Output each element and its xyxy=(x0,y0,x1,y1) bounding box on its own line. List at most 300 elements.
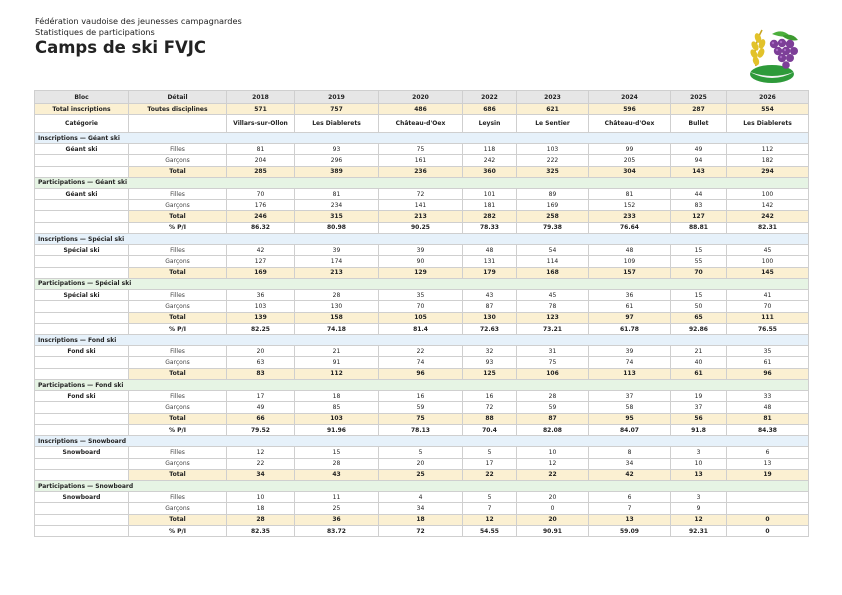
column-header-2025: 2025 xyxy=(671,91,727,104)
value-cell: 37 xyxy=(589,391,671,402)
value-cell: 179 xyxy=(463,267,517,278)
value-cell: 48 xyxy=(727,402,809,413)
discipline-label-empty xyxy=(35,368,129,379)
value-cell: 72 xyxy=(379,526,463,537)
value-cell: 103 xyxy=(517,144,589,155)
value-cell: 89 xyxy=(517,188,589,199)
percentage-row xyxy=(35,424,809,435)
percentage-row xyxy=(35,323,809,334)
percentage-row xyxy=(35,526,809,537)
value-cell: 100 xyxy=(727,188,809,199)
value-cell: 34 xyxy=(227,469,295,480)
section-title: Inscriptions — Fond ski xyxy=(35,335,809,346)
value-cell: 80.98 xyxy=(295,222,379,233)
value-cell: 95 xyxy=(589,413,671,424)
value-cell: 9 xyxy=(671,503,727,514)
discipline-label-empty xyxy=(35,312,129,323)
table-row xyxy=(35,144,809,155)
value-cell: 141 xyxy=(379,200,463,211)
value-cell: 11 xyxy=(295,492,379,503)
value-cell xyxy=(727,503,809,514)
detail-cell: Filles xyxy=(129,289,227,300)
total-row xyxy=(35,211,809,222)
detail-cell: Filles xyxy=(129,245,227,256)
value-cell: 59 xyxy=(379,402,463,413)
table-row xyxy=(35,289,809,300)
value-cell: 72 xyxy=(463,402,517,413)
value-cell: 246 xyxy=(227,211,295,222)
value-cell: 182 xyxy=(727,155,809,166)
value-cell: 389 xyxy=(295,166,379,177)
value-cell: 129 xyxy=(379,267,463,278)
value-cell: 13 xyxy=(589,514,671,525)
table-row xyxy=(35,301,809,312)
discipline-label: Spécial ski xyxy=(35,289,129,300)
detail-cell: Garçons xyxy=(129,301,227,312)
total-row xyxy=(35,267,809,278)
total-row xyxy=(35,413,809,424)
discipline-label-empty xyxy=(35,323,129,334)
detail-cell: Garçons xyxy=(129,458,227,469)
value-cell: 48 xyxy=(589,245,671,256)
value-cell: 35 xyxy=(727,346,809,357)
total-inscriptions-value: 596 xyxy=(589,104,671,115)
value-cell: 43 xyxy=(295,469,379,480)
total-row xyxy=(35,514,809,525)
value-cell: 81 xyxy=(727,413,809,424)
camp-location: Les Diablerets xyxy=(295,115,379,133)
detail-cell: Garçons xyxy=(129,256,227,267)
value-cell: 7 xyxy=(589,503,671,514)
value-cell: 4 xyxy=(379,492,463,503)
value-cell: 76.55 xyxy=(727,323,809,334)
value-cell: 56 xyxy=(671,413,727,424)
value-cell: 49 xyxy=(671,144,727,155)
value-cell: 74 xyxy=(589,357,671,368)
total-inscriptions-value: 757 xyxy=(295,104,379,115)
value-cell: 83.72 xyxy=(295,526,379,537)
detail-cell: Total xyxy=(129,211,227,222)
total-inscriptions-label: Total inscriptions xyxy=(35,104,129,115)
value-cell: 81 xyxy=(589,188,671,199)
total-inscriptions-value: 287 xyxy=(671,104,727,115)
value-cell: 74.18 xyxy=(295,323,379,334)
detail-cell: Garçons xyxy=(129,200,227,211)
value-cell: 112 xyxy=(727,144,809,155)
value-cell: 39 xyxy=(295,245,379,256)
value-cell: 8 xyxy=(589,447,671,458)
value-cell: 0 xyxy=(517,503,589,514)
value-cell: 174 xyxy=(295,256,379,267)
detail-cell: Total xyxy=(129,368,227,379)
discipline-label-empty xyxy=(35,503,129,514)
value-cell: 28 xyxy=(517,391,589,402)
value-cell: 101 xyxy=(463,188,517,199)
camp-location: Château-d'Oex xyxy=(379,115,463,133)
camp-location: Bullet xyxy=(671,115,727,133)
section-title: Inscriptions — Géant ski xyxy=(35,133,809,144)
value-cell: 74 xyxy=(379,357,463,368)
value-cell: 143 xyxy=(671,166,727,177)
discipline-label: Fond ski xyxy=(35,391,129,402)
total-row xyxy=(35,166,809,177)
total-inscriptions-value: 621 xyxy=(517,104,589,115)
value-cell: 18 xyxy=(379,514,463,525)
value-cell: 61.78 xyxy=(589,323,671,334)
column-header-2026: 2026 xyxy=(727,91,809,104)
value-cell: 88 xyxy=(463,413,517,424)
value-cell: 92.31 xyxy=(671,526,727,537)
value-cell: 75 xyxy=(517,357,589,368)
value-cell: 28 xyxy=(295,289,379,300)
discipline-label-empty xyxy=(35,256,129,267)
category-label: Catégorie xyxy=(35,115,129,133)
column-header-2019: 2019 xyxy=(295,91,379,104)
value-cell: 118 xyxy=(463,144,517,155)
value-cell: 16 xyxy=(463,391,517,402)
value-cell: 222 xyxy=(517,155,589,166)
value-cell: 20 xyxy=(517,514,589,525)
value-cell: 236 xyxy=(379,166,463,177)
value-cell: 105 xyxy=(379,312,463,323)
value-cell: 90 xyxy=(379,256,463,267)
discipline-label-empty xyxy=(35,514,129,525)
value-cell: 5 xyxy=(463,447,517,458)
value-cell: 82.25 xyxy=(227,323,295,334)
value-cell: 242 xyxy=(463,155,517,166)
discipline-label-empty xyxy=(35,458,129,469)
value-cell: 61 xyxy=(671,368,727,379)
section-header-row xyxy=(35,234,809,245)
value-cell: 205 xyxy=(589,155,671,166)
total-inscriptions-value: 554 xyxy=(727,104,809,115)
value-cell: 10 xyxy=(227,492,295,503)
value-cell: 18 xyxy=(295,391,379,402)
detail-cell: % P/I xyxy=(129,222,227,233)
total-row xyxy=(35,368,809,379)
column-header-2022: 2022 xyxy=(463,91,517,104)
page-title: Camps de ski FVJC xyxy=(35,38,207,57)
value-cell: 131 xyxy=(463,256,517,267)
table-row xyxy=(35,346,809,357)
value-cell: 81 xyxy=(295,188,379,199)
value-cell: 103 xyxy=(227,301,295,312)
discipline-label-empty xyxy=(35,222,129,233)
value-cell: 5 xyxy=(379,447,463,458)
value-cell: 84.38 xyxy=(727,424,809,435)
value-cell: 181 xyxy=(463,200,517,211)
value-cell: 90.91 xyxy=(517,526,589,537)
detail-cell: % P/I xyxy=(129,526,227,537)
table-row xyxy=(35,357,809,368)
value-cell: 45 xyxy=(727,245,809,256)
value-cell: 99 xyxy=(589,144,671,155)
value-cell: 294 xyxy=(727,166,809,177)
value-cell: 79.38 xyxy=(517,222,589,233)
value-cell: 169 xyxy=(227,267,295,278)
discipline-label-empty xyxy=(35,301,129,312)
value-cell: 70 xyxy=(379,301,463,312)
value-cell: 48 xyxy=(463,245,517,256)
detail-cell: Total xyxy=(129,514,227,525)
section-header-row xyxy=(35,481,809,492)
value-cell: 33 xyxy=(727,391,809,402)
detail-cell: Total xyxy=(129,469,227,480)
value-cell: 28 xyxy=(227,514,295,525)
column-header-2023: 2023 xyxy=(517,91,589,104)
value-cell: 83 xyxy=(227,368,295,379)
value-cell: 83 xyxy=(671,200,727,211)
value-cell: 22 xyxy=(227,458,295,469)
value-cell: 50 xyxy=(671,301,727,312)
value-cell: 42 xyxy=(227,245,295,256)
discipline-label: Snowboard xyxy=(35,492,129,503)
table-row xyxy=(35,256,809,267)
total-row xyxy=(35,469,809,480)
value-cell: 78.13 xyxy=(379,424,463,435)
value-cell: 93 xyxy=(463,357,517,368)
value-cell: 127 xyxy=(227,256,295,267)
value-cell: 3 xyxy=(671,492,727,503)
value-cell: 169 xyxy=(517,200,589,211)
value-cell: 12 xyxy=(463,514,517,525)
value-cell: 168 xyxy=(517,267,589,278)
column-header-2020: 2020 xyxy=(379,91,463,104)
value-cell: 88.81 xyxy=(671,222,727,233)
section-header-row xyxy=(35,133,809,144)
value-cell: 25 xyxy=(379,469,463,480)
value-cell: 15 xyxy=(295,447,379,458)
camp-location-row xyxy=(35,115,809,133)
value-cell: 82.08 xyxy=(517,424,589,435)
value-cell: 87 xyxy=(517,413,589,424)
discipline-label: Géant ski xyxy=(35,188,129,199)
detail-cell: Garçons xyxy=(129,503,227,514)
value-cell: 41 xyxy=(727,289,809,300)
section-header-row xyxy=(35,380,809,391)
value-cell: 12 xyxy=(671,514,727,525)
value-cell: 90.25 xyxy=(379,222,463,233)
value-cell: 32 xyxy=(463,346,517,357)
value-cell: 315 xyxy=(295,211,379,222)
value-cell: 152 xyxy=(589,200,671,211)
total-inscriptions-row xyxy=(35,104,809,115)
detail-cell: Total xyxy=(129,166,227,177)
value-cell: 34 xyxy=(589,458,671,469)
value-cell: 142 xyxy=(727,200,809,211)
value-cell: 36 xyxy=(589,289,671,300)
section-title: Inscriptions — Snowboard xyxy=(35,436,809,447)
value-cell: 39 xyxy=(379,245,463,256)
value-cell: 72.63 xyxy=(463,323,517,334)
discipline-label-empty xyxy=(35,402,129,413)
discipline-label-empty xyxy=(35,211,129,222)
section-header-row xyxy=(35,335,809,346)
value-cell: 34 xyxy=(379,503,463,514)
value-cell: 5 xyxy=(463,492,517,503)
total-row xyxy=(35,312,809,323)
discipline-label: Snowboard xyxy=(35,447,129,458)
value-cell: 12 xyxy=(517,458,589,469)
value-cell: 17 xyxy=(227,391,295,402)
value-cell: 100 xyxy=(727,256,809,267)
discipline-label: Fond ski xyxy=(35,346,129,357)
value-cell: 6 xyxy=(589,492,671,503)
discipline-label-empty xyxy=(35,166,129,177)
table-body xyxy=(35,104,809,537)
value-cell: 20 xyxy=(227,346,295,357)
total-inscriptions-value: 486 xyxy=(379,104,463,115)
value-cell: 75 xyxy=(379,413,463,424)
section-header-row xyxy=(35,177,809,188)
detail-cell: Total xyxy=(129,267,227,278)
table-row xyxy=(35,188,809,199)
value-cell: 79.52 xyxy=(227,424,295,435)
value-cell: 78.33 xyxy=(463,222,517,233)
camp-location: Villars-sur-Ollon xyxy=(227,115,295,133)
value-cell: 0 xyxy=(727,514,809,525)
value-cell: 87 xyxy=(463,301,517,312)
value-cell: 204 xyxy=(227,155,295,166)
value-cell: 123 xyxy=(517,312,589,323)
camp-location: Les Diablerets xyxy=(727,115,809,133)
value-cell: 81 xyxy=(227,144,295,155)
value-cell: 97 xyxy=(589,312,671,323)
detail-cell: Total xyxy=(129,312,227,323)
value-cell: 42 xyxy=(589,469,671,480)
value-cell: 17 xyxy=(463,458,517,469)
value-cell: 39 xyxy=(589,346,671,357)
value-cell: 31 xyxy=(517,346,589,357)
value-cell: 285 xyxy=(227,166,295,177)
value-cell: 6 xyxy=(727,447,809,458)
value-cell: 325 xyxy=(517,166,589,177)
discipline-label: Spécial ski xyxy=(35,245,129,256)
value-cell: 72 xyxy=(379,188,463,199)
value-cell: 55 xyxy=(671,256,727,267)
value-cell: 49 xyxy=(227,402,295,413)
value-cell: 130 xyxy=(463,312,517,323)
value-cell: 28 xyxy=(295,458,379,469)
document-subtitle: Statistiques de participations xyxy=(35,27,155,37)
table-row xyxy=(35,447,809,458)
value-cell: 139 xyxy=(227,312,295,323)
value-cell: 35 xyxy=(379,289,463,300)
value-cell: 73.21 xyxy=(517,323,589,334)
value-cell: 213 xyxy=(379,211,463,222)
value-cell: 176 xyxy=(227,200,295,211)
value-cell: 242 xyxy=(727,211,809,222)
detail-cell: Garçons xyxy=(129,402,227,413)
value-cell xyxy=(727,492,809,503)
value-cell: 19 xyxy=(727,469,809,480)
camp-location: Château-d'Oex xyxy=(589,115,671,133)
total-inscriptions-detail: Toutes disciplines xyxy=(129,104,227,115)
category-detail-empty xyxy=(129,115,227,133)
section-title: Participations — Fond ski xyxy=(35,380,809,391)
detail-cell: Garçons xyxy=(129,357,227,368)
value-cell: 158 xyxy=(295,312,379,323)
value-cell: 37 xyxy=(671,402,727,413)
value-cell: 61 xyxy=(589,301,671,312)
section-title: Inscriptions — Spécial ski xyxy=(35,234,809,245)
value-cell: 70.4 xyxy=(463,424,517,435)
value-cell: 113 xyxy=(589,368,671,379)
table-header-row xyxy=(35,91,809,104)
table-row xyxy=(35,402,809,413)
table-row xyxy=(35,458,809,469)
column-header-2024: 2024 xyxy=(589,91,671,104)
value-cell: 20 xyxy=(517,492,589,503)
value-cell: 13 xyxy=(727,458,809,469)
value-cell: 40 xyxy=(671,357,727,368)
value-cell: 54 xyxy=(517,245,589,256)
discipline-label: Géant ski xyxy=(35,144,129,155)
value-cell: 10 xyxy=(517,447,589,458)
value-cell: 70 xyxy=(727,301,809,312)
discipline-label-empty xyxy=(35,424,129,435)
camp-location: Leysin xyxy=(463,115,517,133)
total-inscriptions-value: 571 xyxy=(227,104,295,115)
value-cell: 36 xyxy=(227,289,295,300)
value-cell: 82.35 xyxy=(227,526,295,537)
value-cell: 91.8 xyxy=(671,424,727,435)
discipline-label-empty xyxy=(35,469,129,480)
value-cell: 258 xyxy=(517,211,589,222)
value-cell: 78 xyxy=(517,301,589,312)
value-cell: 54.55 xyxy=(463,526,517,537)
detail-cell: Filles xyxy=(129,391,227,402)
value-cell: 103 xyxy=(295,413,379,424)
section-title: Participations — Géant ski xyxy=(35,177,809,188)
value-cell: 82.31 xyxy=(727,222,809,233)
value-cell: 94 xyxy=(671,155,727,166)
value-cell: 16 xyxy=(379,391,463,402)
value-cell: 63 xyxy=(227,357,295,368)
value-cell: 21 xyxy=(671,346,727,357)
value-cell: 84.07 xyxy=(589,424,671,435)
value-cell: 304 xyxy=(589,166,671,177)
value-cell: 130 xyxy=(295,301,379,312)
detail-cell: Filles xyxy=(129,188,227,199)
value-cell: 75 xyxy=(379,144,463,155)
discipline-label-empty xyxy=(35,200,129,211)
value-cell: 25 xyxy=(295,503,379,514)
detail-cell: Total xyxy=(129,413,227,424)
value-cell: 70 xyxy=(227,188,295,199)
value-cell: 91.96 xyxy=(295,424,379,435)
value-cell: 91 xyxy=(295,357,379,368)
value-cell: 93 xyxy=(295,144,379,155)
table-row xyxy=(35,200,809,211)
value-cell: 15 xyxy=(671,289,727,300)
grapes-wheat-logo-icon xyxy=(742,24,804,86)
column-header-detail: Détail xyxy=(129,91,227,104)
value-cell: 111 xyxy=(727,312,809,323)
value-cell: 45 xyxy=(517,289,589,300)
discipline-label-empty xyxy=(35,526,129,537)
table-row xyxy=(35,492,809,503)
value-cell: 145 xyxy=(727,267,809,278)
discipline-label-empty xyxy=(35,267,129,278)
value-cell: 18 xyxy=(227,503,295,514)
value-cell: 58 xyxy=(589,402,671,413)
discipline-label-empty xyxy=(35,413,129,424)
value-cell: 112 xyxy=(295,368,379,379)
detail-cell: Filles xyxy=(129,492,227,503)
value-cell: 96 xyxy=(727,368,809,379)
table-row xyxy=(35,245,809,256)
